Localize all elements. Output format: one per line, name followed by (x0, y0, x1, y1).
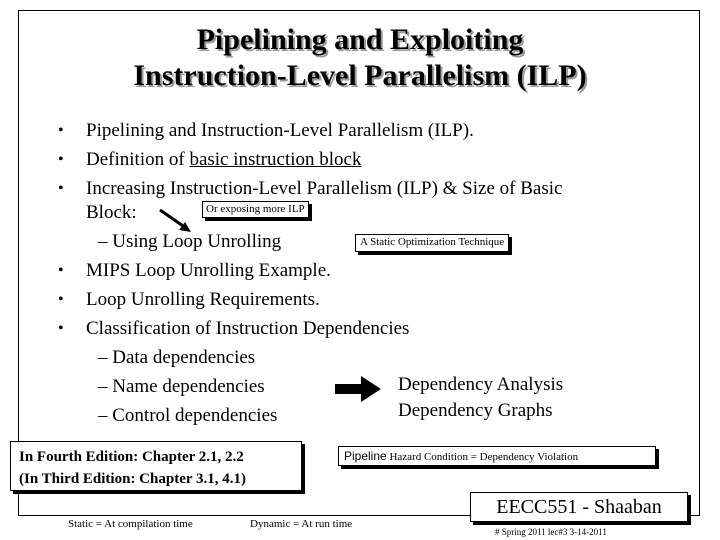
hazard-condition-box (338, 446, 656, 466)
sub-name-dependencies: – Name dependencies (98, 376, 265, 397)
hazard-pipeline-word: Pipeline (344, 449, 387, 463)
dependency-arrow-icon (333, 375, 383, 403)
static-definition: Static = At compilation time (68, 518, 193, 530)
basic-instruction-block-link[interactable]: basic instruction block (189, 149, 362, 170)
lecture-code: # Spring 2011 lec#3 3-14-2011 (495, 527, 607, 537)
exposing-ilp-note: Or exposing more ILP (202, 201, 309, 218)
sub-data-dependencies: – Data dependencies (98, 347, 256, 368)
bullet-increasing-ilp-cont: Block: (86, 202, 137, 223)
static-optimization-note: A Static Optimization Technique (355, 234, 509, 252)
bullet-requirements: Loop Unrolling Requirements. (86, 289, 320, 310)
dependency-graphs-label: Dependency Graphs (398, 400, 553, 421)
bullet-pipelining: Pipelining and Instruction-Level Parallelism (ILP). (86, 120, 474, 141)
bullet-dot: • (58, 151, 64, 168)
hazard-condition-text: Hazard Condition = Dependency Violation (386, 451, 579, 463)
sub-control-dependencies: – Control dependencies (98, 405, 278, 426)
bullet-dot: • (58, 180, 64, 197)
bullet-classification: Classification of Instruction Dependencies (86, 318, 410, 339)
bullet-loop-unrolling: – Using Loop Unrolling (98, 231, 282, 252)
bullet-increasing-ilp: Increasing Instruction-Level Parallelism (ILP) & Size of Basic (86, 178, 563, 199)
bullet-basic-block (86, 148, 361, 172)
bullet-dot: • (58, 262, 64, 279)
course-brand-box: EECC551 - Shaaban (470, 492, 688, 522)
slide-title-line1: Pipelining and Exploiting (196, 23, 524, 56)
bullet-dot: • (58, 122, 64, 139)
bullet-basic-block-prefix: Definition of (86, 149, 190, 170)
bullet-dot: • (58, 320, 64, 337)
fourth-edition-ref: In Fourth Edition: Chapter 2.1, 2.2 (19, 449, 244, 465)
third-edition-ref: (In Third Edition: Chapter 3.1, 4.1) (19, 471, 246, 487)
bullet-mips-example: MIPS Loop Unrolling Example. (86, 260, 331, 281)
bullet-dot: • (58, 291, 64, 308)
edition-reference-box (10, 441, 302, 491)
slide-title-line2: Instruction-Level Parallelism (ILP) (133, 59, 587, 92)
dynamic-definition: Dynamic = At run time (250, 518, 353, 530)
dependency-analysis-label: Dependency Analysis (398, 374, 564, 395)
